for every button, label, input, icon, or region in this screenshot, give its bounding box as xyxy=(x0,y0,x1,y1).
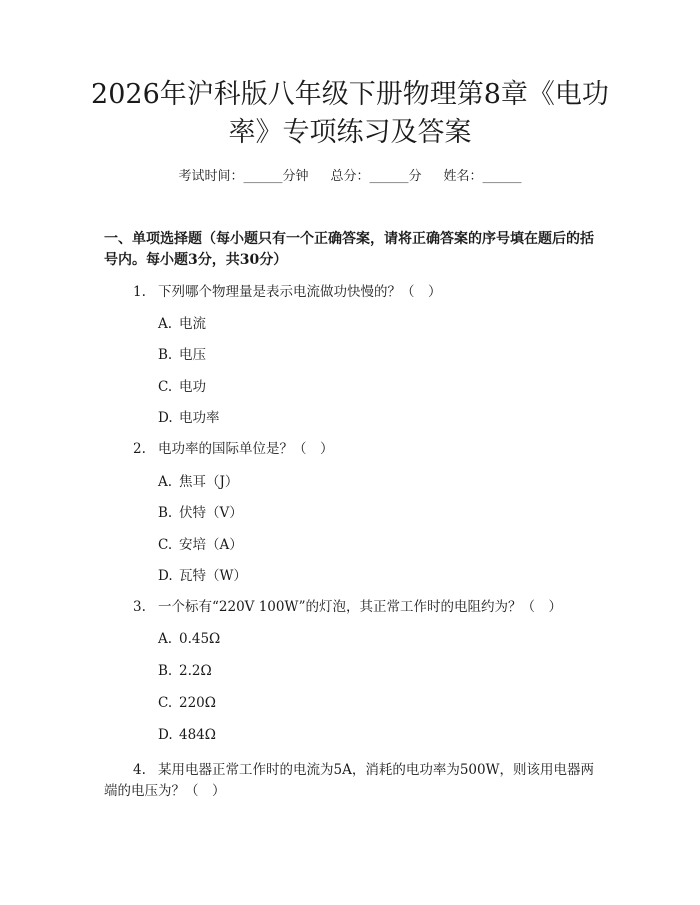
option-2b xyxy=(158,503,243,523)
total-score-field: 总分：______分 xyxy=(330,169,422,184)
option-letter: C. xyxy=(158,379,173,395)
option-letter: C. xyxy=(158,537,173,553)
option-3d xyxy=(158,725,216,745)
option-1a xyxy=(158,314,206,334)
option-1b xyxy=(158,345,206,365)
exam-meta xyxy=(0,168,700,186)
document-title: 2026年沪科版八年级下册物理第8章《电功率》专项练习及答案 xyxy=(91,79,609,148)
option-3c xyxy=(158,693,216,713)
question-1 xyxy=(133,281,603,303)
option-letter: C. xyxy=(158,695,173,711)
option-letter: B. xyxy=(158,505,173,521)
option-1d xyxy=(158,408,220,428)
option-letter: A. xyxy=(158,631,173,647)
section-heading: 一、单项选择题（每小题只有一个正确答案，请将正确答案的序号填在题后的括号内。每小题3分，共30分） xyxy=(104,231,594,268)
question-number: 1. xyxy=(133,284,146,300)
question-text: 某用电器正常工作时的电流为5A，消耗的电功率为500W，则该用电器两端的电压为？（ ） xyxy=(104,762,594,799)
question-3 xyxy=(133,596,603,618)
question-number: 4. xyxy=(133,762,146,778)
question-4 xyxy=(104,760,604,802)
option-3a xyxy=(158,629,220,649)
option-text: 电流 xyxy=(179,316,206,332)
question-2 xyxy=(133,438,603,460)
student-name-field: 姓名：______ xyxy=(443,169,522,184)
question-number: 3. xyxy=(133,599,146,615)
option-text: 电功率 xyxy=(179,410,220,426)
option-1c xyxy=(158,377,206,397)
option-text: 瓦特（W） xyxy=(179,568,247,584)
option-letter: D. xyxy=(158,727,173,743)
question-text: 一个标有“220V 100W”的灯泡，其正常工作时的电阻约为？（ ） xyxy=(158,599,563,615)
question-number: 2. xyxy=(133,441,146,457)
option-letter: D. xyxy=(158,410,173,426)
question-text: 电功率的国际单位是？（ ） xyxy=(158,441,334,457)
option-3b xyxy=(158,661,212,681)
option-text: 220Ω xyxy=(179,695,216,711)
option-text: 484Ω xyxy=(179,727,216,743)
option-text: 焦耳（J） xyxy=(179,474,239,490)
option-text: 安培（A） xyxy=(179,537,243,553)
option-letter: B. xyxy=(158,347,173,363)
option-letter: D. xyxy=(158,568,173,584)
exam-time-field: 考试时间：______分钟 xyxy=(178,169,309,184)
option-letter: B. xyxy=(158,663,173,679)
option-2a xyxy=(158,472,238,492)
option-2c xyxy=(158,535,243,555)
option-text: 伏特（V） xyxy=(179,505,243,521)
option-2d xyxy=(158,566,247,586)
option-letter: A. xyxy=(158,474,173,490)
option-text: 电压 xyxy=(179,347,206,363)
option-text: 2.2Ω xyxy=(179,663,212,679)
option-text: 电功 xyxy=(179,379,206,395)
question-text: 下列哪个物理量是表示电流做功快慢的？（ ） xyxy=(158,284,442,300)
option-letter: A. xyxy=(158,316,173,332)
option-text: 0.45Ω xyxy=(179,631,221,647)
